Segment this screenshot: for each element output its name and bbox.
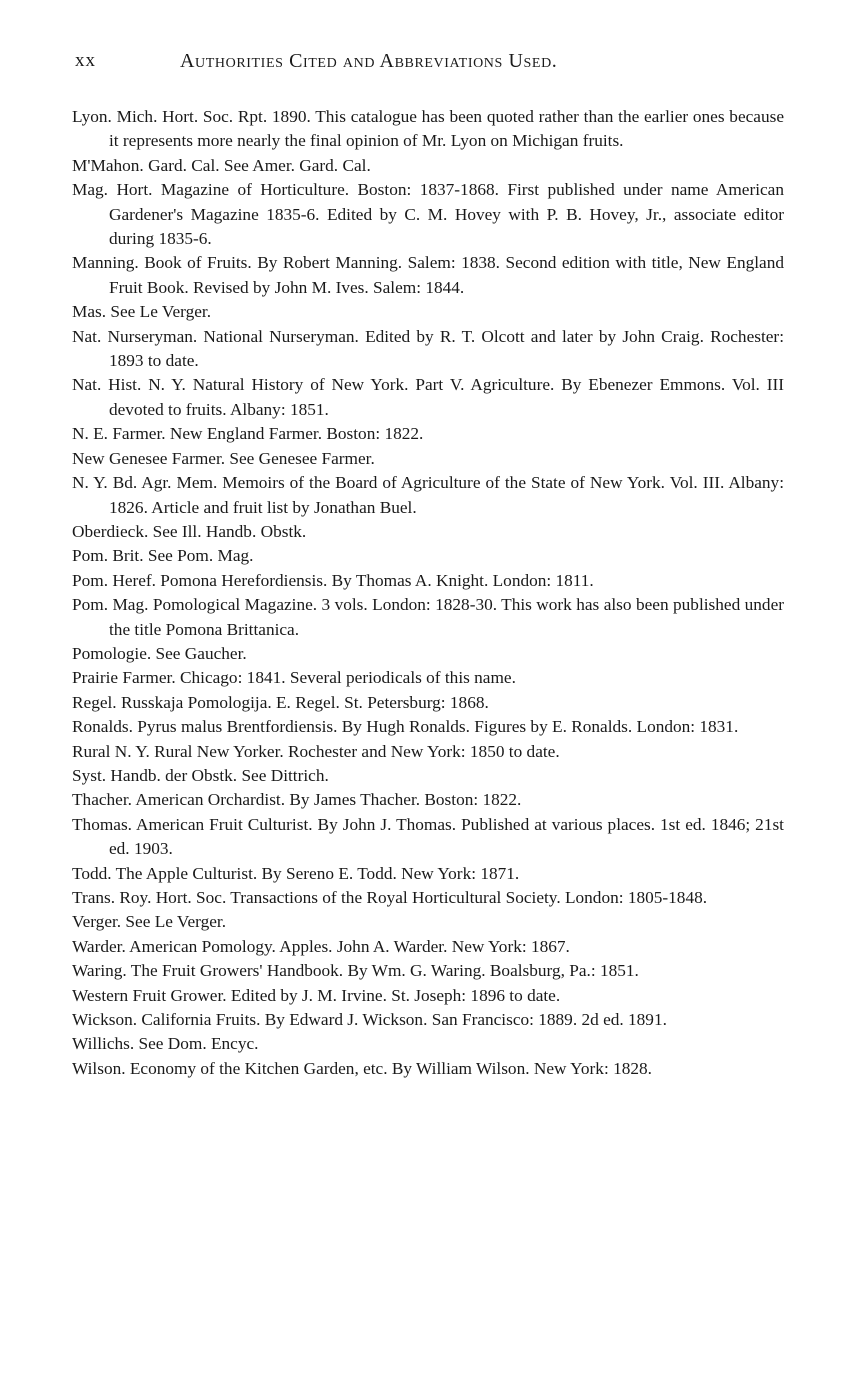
bibliography-entry: N. E. Farmer. New England Farmer. Boston: 1822. [72, 424, 424, 444]
bibliography-entry: Nat. Hist. N. Y. Natural History of New York. Part V. Agriculture. By Ebenezer Emmons. Vol. III devoted to fruits. Albany: 1851. [72, 375, 784, 419]
bibliography-entry: Rural N. Y. Rural New Yorker. Rochester and New York: 1850 to date. [72, 741, 560, 761]
bibliography-entry: Prairie Farmer. Chicago: 1841. Several periodicals of this name. [72, 668, 516, 688]
bibliography-entry: Todd. The Apple Culturist. By Sereno E. Todd. New York: 1871. [72, 863, 520, 883]
bibliography-entry: Ronalds. Pyrus malus Brentfordiensis. By Hugh Ronalds. Figures by E. Ronalds. London: 1831. [72, 717, 739, 737]
bibliography-entry: Lyon. Mich. Hort. Soc. Rpt. 1890. This catalogue has been quoted rather than the earlier ones because it represents more nearly the final opinion of Mr. Lyon on Michigan fruits. [72, 107, 784, 151]
bibliography-entry: Pom. Mag. Pomological Magazine. 3 vols. London: 1828-30. This work has also been published under the title Pomona Brittanica. [72, 595, 784, 639]
bibliography-entry: Thacher. American Orchardist. By James Thacher. Boston: 1822. [72, 790, 522, 810]
bibliography-entry: Western Fruit Grower. Edited by J. M. Irvine. St. Joseph: 1896 to date. [72, 985, 561, 1005]
bibliography-entry: Pom. Heref. Pomona Herefordiensis. By Thomas A. Knight. London: 1811. [72, 570, 594, 590]
bibliography-entry: Manning. Book of Fruits. By Robert Manning. Salem: 1838. Second edition with title, New England Fruit Book. Revised by John M. Ives. Salem: 1844. [72, 253, 784, 297]
bibliography-entry: Wilson. Economy of the Kitchen Garden, etc. By William Wilson. New York: 1828. [72, 1058, 652, 1078]
bibliography-entry: Nat. Nurseryman. National Nurseryman. Edited by R. T. Olcott and later by John Craig. Rochester: 1893 to date. [72, 326, 784, 371]
page-number: xx [75, 50, 96, 71]
bibliography-entry: Oberdieck. See Ill. Handb. Obstk. [72, 521, 307, 541]
bibliography-entry: Warder. American Pomology. Apples. John A. Warder. New York: 1867. [72, 936, 570, 956]
running-title: Authorities Cited and Abbreviations Used. [180, 50, 558, 72]
bibliography-entry: Mas. See Le Verger. [72, 302, 212, 322]
bibliography-entry: Pomologie. See Gaucher. [72, 643, 247, 663]
bibliography-entry: Waring. The Fruit Growers' Handbook. By Wm. G. Waring. Boalsburg, Pa.: 1851. [72, 961, 639, 981]
bibliography-entry: N. Y. Bd. Agr. Mem. Memoirs of the Board of Agriculture of the State of New York. Vol. III. Albany: 1826. Article and fruit list by Jonathan Buel. [72, 473, 784, 517]
bibliography-entry: M'Mahon. Gard. Cal. See Amer. Gard. Cal. [72, 155, 371, 175]
bibliography-entry: Wickson. California Fruits. By Edward J. Wickson. San Francisco: 1889. 2d ed. 1891. [72, 1010, 667, 1030]
bibliography-entry: Trans. Roy. Hort. Soc. Transactions of the Royal Horticultural Society. London: 1805-1848. [72, 888, 708, 907]
bibliography-entry: New Genesee Farmer. See Genesee Farmer. [72, 448, 375, 468]
bibliography-entry: Willichs. See Dom. Encyc. [72, 1034, 259, 1054]
bibliography-entry: Regel. Russkaja Pomologija. E. Regel. St. Petersburg: 1868. [72, 692, 489, 712]
bibliography-list [72, 105, 784, 1081]
bibliography-entry: Verger. See Le Verger. [72, 912, 227, 932]
bibliography-entry: Mag. Hort. Magazine of Horticulture. Boston: 1837-1868. First published under name American Gardener's Magazine 1835-6. Edited by C. M. Hovey with P. B. Hovey, Jr., associate editor during 1835-6. [72, 180, 784, 249]
bibliography-entry: Syst. Handb. der Obstk. See Dittrich. [72, 765, 329, 785]
page-header [75, 50, 785, 80]
bibliography-entry: Pom. Brit. See Pom. Mag. [72, 546, 254, 566]
bibliography-entry: Thomas. American Fruit Culturist. By John J. Thomas. Published at various places. 1st ed. 1846; 21st ed. 1903. [72, 814, 784, 859]
